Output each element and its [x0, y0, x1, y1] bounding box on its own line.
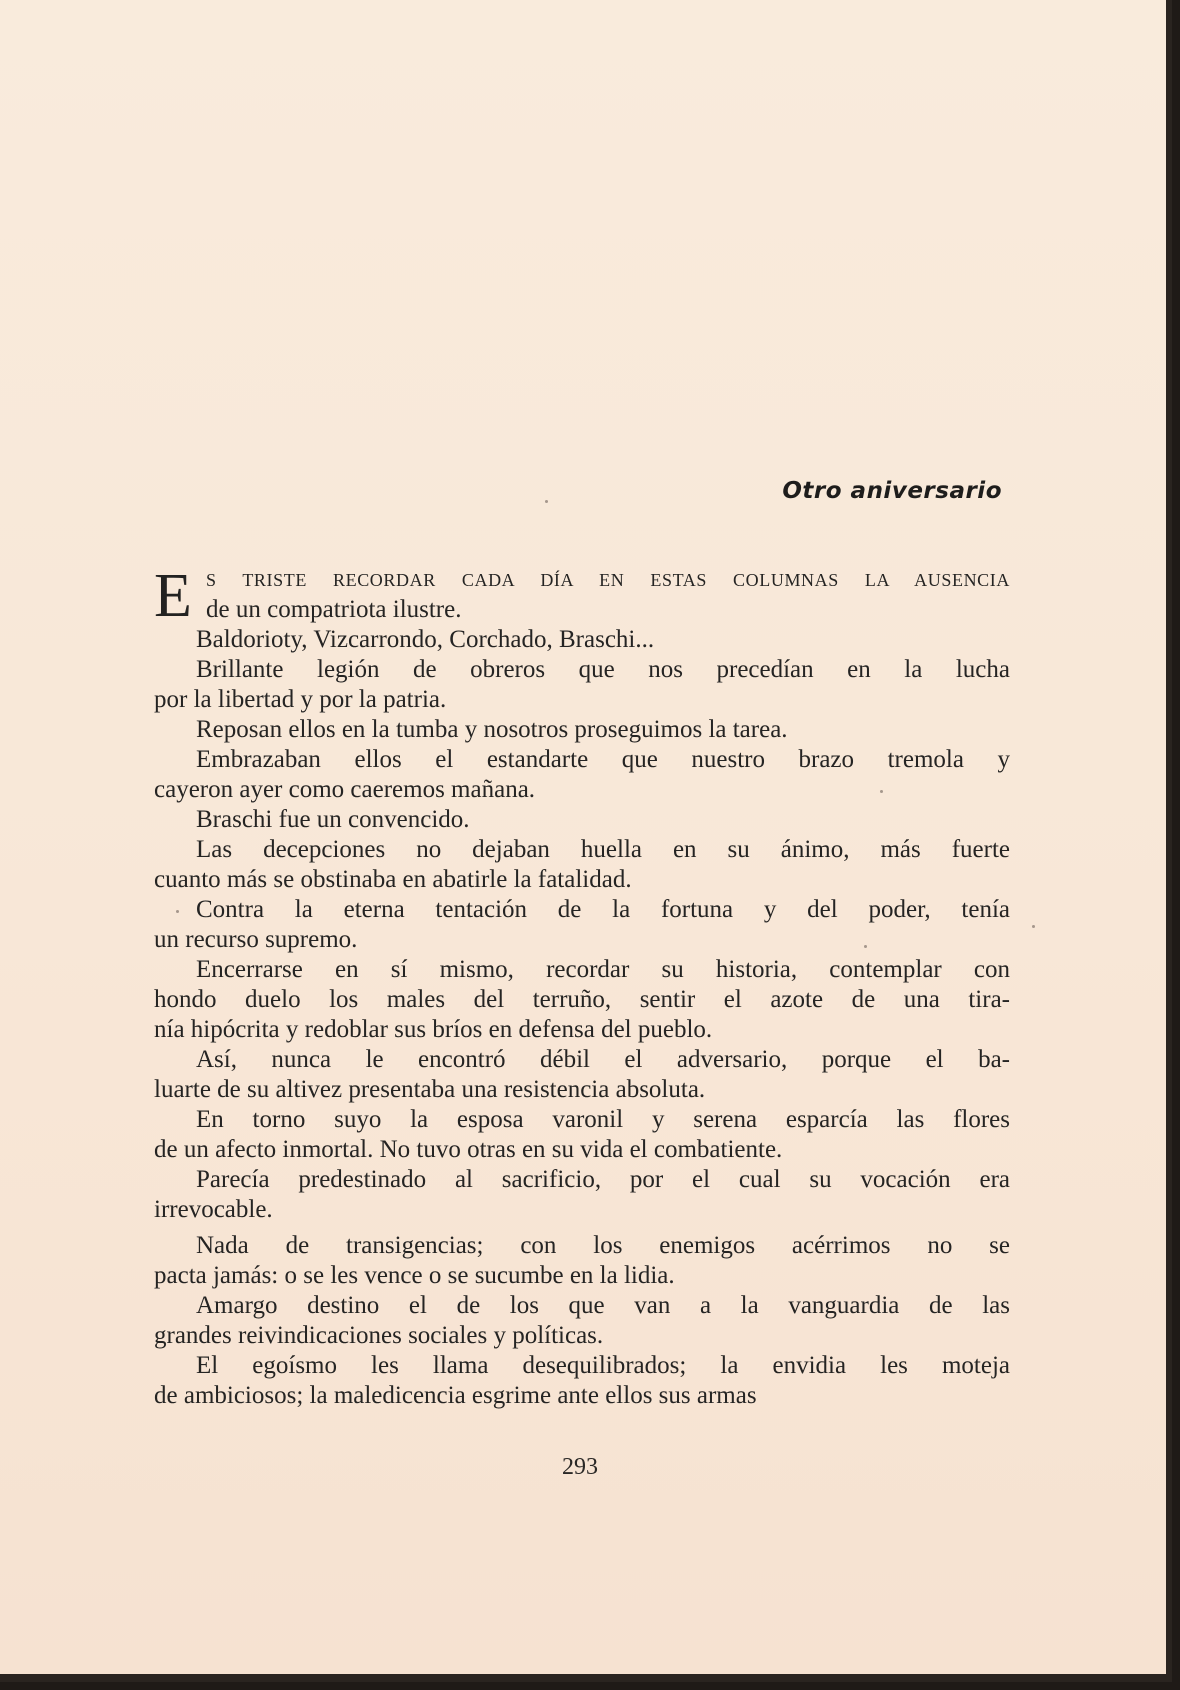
- text-line: de ambiciosos; la maledicencia esgrime ante ellos sus armas: [154, 1382, 757, 1409]
- paragraph: [154, 1351, 1010, 1411]
- paragraph: [154, 1165, 1010, 1225]
- paper-speck: [880, 790, 883, 793]
- text-line: grandes reivindicaciones sociales y políticas.: [154, 1322, 604, 1349]
- text-line: En torno suyo la esposa varonil y serena esparcía las flores: [196, 1106, 1010, 1133]
- text-line: un recurso supremo.: [154, 926, 358, 953]
- text-line: cuanto más se obstinaba en abatirle la fatalidad.: [154, 866, 632, 893]
- text-line: por la libertad y por la patria.: [154, 686, 447, 713]
- text-line: Braschi fue un convencido.: [196, 806, 470, 833]
- text-line: Brillante legión de obreros que nos precedían en la lucha: [196, 656, 1010, 683]
- paragraph: [154, 715, 1010, 745]
- paragraph: [154, 895, 1010, 955]
- paragraph: [154, 1105, 1010, 1165]
- scan-edge-right: [1172, 0, 1180, 1690]
- text-line: Así, nunca le encontró débil el adversario, porque el ba-: [196, 1046, 1010, 1073]
- body-text: [154, 562, 1010, 1411]
- paper-speck: [545, 500, 548, 503]
- paper-speck: [176, 910, 179, 913]
- text-line: Encerrarse en sí mismo, recordar su historia, contemplar con: [196, 956, 1010, 983]
- text-line: Embrazaban ellos el estandarte que nuestro brazo tremola y: [196, 746, 1010, 773]
- chapter-title: Otro aniversario: [782, 478, 1002, 504]
- text-line: de un afecto inmortal. No tuvo otras en su vida el combatiente.: [154, 1136, 783, 1163]
- paragraph-list: [154, 625, 1010, 1411]
- text-line: cayeron ayer como caeremos mañana.: [154, 776, 536, 803]
- opening-paragraph: [154, 562, 1010, 630]
- text-line: Parecía predestinado al sacrificio, por el cual su vocación era: [196, 1166, 1010, 1193]
- text-line: pacta jamás: o se les vence o se sucumbe en la lidia.: [154, 1262, 675, 1289]
- text-line: Reposan ellos en la tumba y nosotros proseguimos la tarea.: [196, 716, 788, 743]
- paragraph: [154, 1231, 1010, 1291]
- paragraph: [154, 1045, 1010, 1105]
- paragraph: [154, 1291, 1010, 1351]
- text-line: irrevocable.: [154, 1196, 273, 1223]
- paper-speck: [864, 945, 867, 948]
- paragraph: [154, 805, 1010, 835]
- page-number: 293: [562, 1454, 598, 1480]
- paragraph: [154, 655, 1010, 715]
- text-line: Las decepciones no dejaban huella en su ánimo, más fuerte: [196, 836, 1010, 863]
- text-line: Amargo destino el de los que van a la vanguardia de las: [196, 1292, 1010, 1319]
- text-line: Baldorioty, Vizcarrondo, Corchado, Braschi...: [196, 626, 655, 653]
- paper-speck: [1032, 925, 1035, 928]
- text-line: luarte de su altivez presentaba una resistencia absoluta.: [154, 1076, 706, 1103]
- opening-line-1: S TRISTE RECORDAR CADA DÍA EN ESTAS COLUMNAS LA AUSENCIA: [206, 570, 1010, 590]
- drop-cap: E: [154, 562, 192, 630]
- paragraph: [154, 745, 1010, 805]
- paragraph: [154, 835, 1010, 895]
- text-line: El egoísmo les llama desequilibrados; la envidia les moteja: [196, 1352, 1010, 1379]
- text-line: nía hipócrita y redoblar sus bríos en defensa del pueblo.: [154, 1016, 713, 1043]
- paragraph: [154, 625, 1010, 655]
- text-line: hondo duelo los males del terruño, sentir el azote de una tira-: [154, 986, 1010, 1013]
- paragraph: [154, 955, 1010, 1045]
- opening-line-2: de un compatriota ilustre.: [206, 596, 462, 623]
- text-line: Contra la eterna tentación de la fortuna y del poder, tenía: [196, 896, 1010, 923]
- scan-edge-bottom: [0, 1682, 1180, 1690]
- text-line: Nada de transigencias; con los enemigos acérrimos no se: [196, 1232, 1010, 1259]
